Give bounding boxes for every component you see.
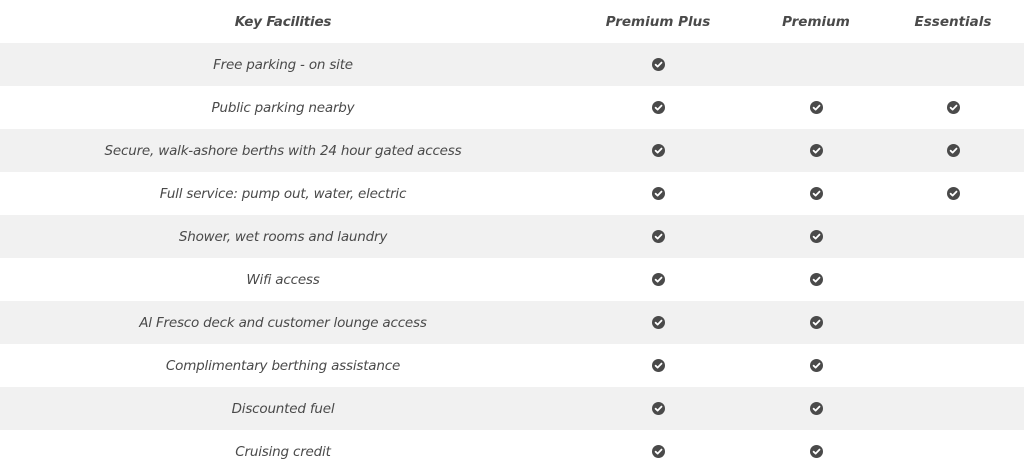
premium-cell xyxy=(750,402,882,415)
facility-label: Public parking nearby xyxy=(211,99,355,116)
premium-cell xyxy=(750,316,882,329)
check-circle-icon xyxy=(810,144,823,157)
check-circle-icon xyxy=(652,144,665,157)
essentials-cell xyxy=(882,101,1024,114)
facility-label: Free parking - on site xyxy=(213,56,353,73)
facility-label: Al Fresco deck and customer lounge access xyxy=(139,314,427,331)
facility-label: Discounted fuel xyxy=(231,400,335,417)
facility-label: Shower, wet rooms and laundry xyxy=(178,228,388,245)
check-circle-icon xyxy=(947,187,960,200)
check-circle-icon xyxy=(810,316,823,329)
table-row xyxy=(0,86,1024,129)
table-body xyxy=(0,43,1024,473)
table-row xyxy=(0,344,1024,387)
premium-plus-cell xyxy=(566,445,750,458)
check-circle-icon xyxy=(947,101,960,114)
table-row xyxy=(0,430,1024,473)
check-circle-icon xyxy=(947,144,960,157)
essentials-cell xyxy=(882,144,1024,157)
check-circle-icon xyxy=(652,402,665,415)
check-circle-icon xyxy=(652,445,665,458)
premium-cell xyxy=(750,101,882,114)
check-circle-icon xyxy=(652,316,665,329)
facility-label: Complimentary berthing assistance xyxy=(165,357,401,374)
table-row xyxy=(0,387,1024,430)
header-essentials: Essentials xyxy=(914,13,992,30)
table-row xyxy=(0,43,1024,86)
table-header-row xyxy=(0,0,1024,43)
premium-cell xyxy=(750,445,882,458)
essentials-cell xyxy=(882,187,1024,200)
facility-label: Secure, walk-ashore berths with 24 hour gated access xyxy=(104,142,462,159)
facility-label: Full service: pump out, water, electric xyxy=(159,185,407,202)
premium-plus-cell xyxy=(566,58,750,71)
check-circle-icon xyxy=(652,359,665,372)
check-circle-icon xyxy=(810,230,823,243)
check-circle-icon xyxy=(652,187,665,200)
header-premium: Premium xyxy=(782,13,850,30)
check-circle-icon xyxy=(810,101,823,114)
premium-cell xyxy=(750,359,882,372)
table-row xyxy=(0,129,1024,172)
premium-plus-cell xyxy=(566,187,750,200)
premium-plus-cell xyxy=(566,359,750,372)
check-circle-icon xyxy=(652,101,665,114)
table-row xyxy=(0,215,1024,258)
header-key-facilities: Key Facilities xyxy=(234,13,332,30)
premium-plus-cell xyxy=(566,316,750,329)
premium-cell xyxy=(750,273,882,286)
premium-plus-cell xyxy=(566,402,750,415)
premium-plus-cell xyxy=(566,144,750,157)
premium-plus-cell xyxy=(566,101,750,114)
check-circle-icon xyxy=(652,230,665,243)
check-circle-icon xyxy=(810,402,823,415)
table-row xyxy=(0,172,1024,215)
table-row xyxy=(0,258,1024,301)
premium-cell xyxy=(750,144,882,157)
table-row xyxy=(0,301,1024,344)
premium-plus-cell xyxy=(566,273,750,286)
premium-cell xyxy=(750,187,882,200)
premium-cell xyxy=(750,230,882,243)
check-circle-icon xyxy=(652,58,665,71)
check-circle-icon xyxy=(810,359,823,372)
check-circle-icon xyxy=(810,273,823,286)
check-circle-icon xyxy=(810,445,823,458)
check-circle-icon xyxy=(810,187,823,200)
facility-label: Wifi access xyxy=(246,271,320,288)
facility-label: Cruising credit xyxy=(235,443,331,460)
header-premium-plus: Premium Plus xyxy=(605,13,711,30)
premium-plus-cell xyxy=(566,230,750,243)
check-circle-icon xyxy=(652,273,665,286)
